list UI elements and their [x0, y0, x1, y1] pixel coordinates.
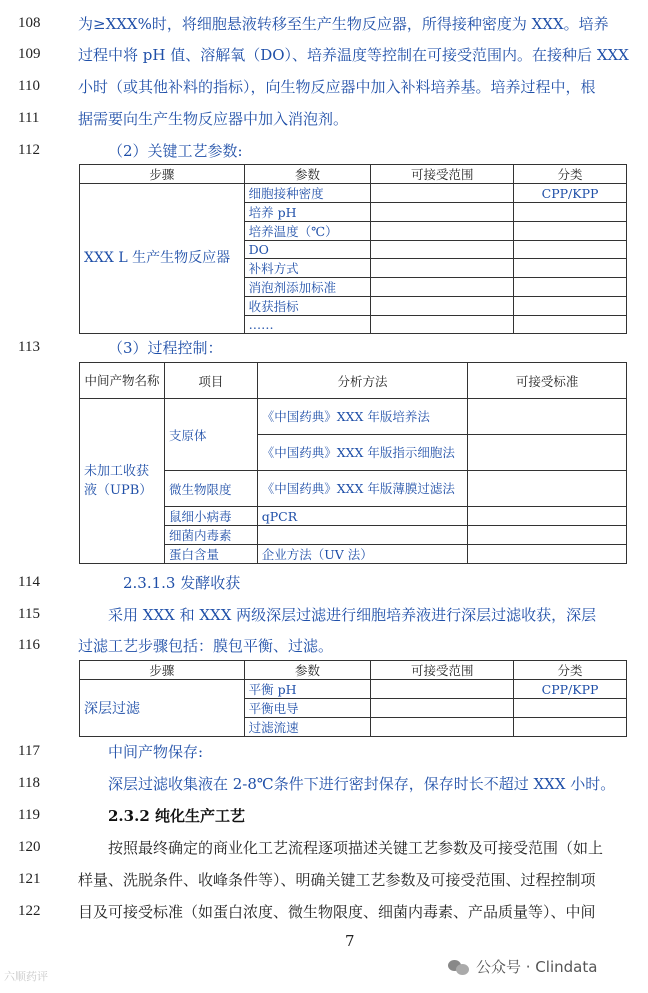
item-cell: 细菌内毒素	[164, 526, 257, 545]
range-cell	[371, 241, 514, 259]
key-process-parameters-table	[79, 164, 627, 334]
line-number: 120	[18, 839, 41, 855]
item-cell: 微生物限度	[164, 471, 257, 507]
method-cell: 企业方法（UV 法）	[257, 545, 468, 564]
param-cell: 消泡剂添加标准	[244, 278, 371, 297]
criteria-cell	[468, 399, 627, 435]
table-header: 中间产物名称	[80, 363, 165, 399]
paragraph-line: 中间产物保存:	[108, 743, 204, 761]
table-header: 分类	[514, 661, 627, 680]
line-number: 114	[18, 574, 40, 590]
section-heading: （2）关键工艺参数:	[108, 142, 243, 160]
criteria-cell	[468, 471, 627, 507]
class-cell	[514, 259, 627, 278]
criteria-cell	[468, 435, 627, 471]
line-number: 122	[18, 903, 41, 919]
param-cell: 细胞接种密度	[244, 184, 371, 203]
range-cell	[371, 278, 514, 297]
watermark-right	[448, 956, 597, 977]
method-cell	[257, 526, 468, 545]
paragraph-line: 按照最终确定的商业化工艺流程逐项描述关键工艺参数及可接受范围（如上	[108, 839, 604, 857]
section-heading: （3）过程控制：	[108, 339, 223, 357]
paragraph-line: 目及可接受标准（如蛋白浓度、微生物限度、细菌内毒素、产品质量等）、中间	[78, 903, 596, 921]
paragraph-line: 采用 XXX 和 XXX 两级深层过滤进行细胞培养液进行深层过滤收获，深层	[108, 606, 597, 624]
paragraph-line: 深层过滤收集液在 2-8℃条件下进行密封保存，保存时长不超过 XXX 小时。	[108, 775, 616, 793]
section-heading: 2.3.2 纯化生产工艺	[108, 807, 245, 825]
table-header: 步骤	[80, 165, 245, 184]
item-cell: 蛋白含量	[164, 545, 257, 564]
class-cell	[514, 699, 627, 718]
table-header: 参数	[244, 661, 371, 680]
depth-filtration-table	[79, 660, 627, 737]
table-header: 可接受范围	[371, 165, 514, 184]
table-header: 可接受标准	[468, 363, 627, 399]
watermark-left: 六顺药评	[4, 970, 48, 983]
table-header: 分类	[514, 165, 627, 184]
param-cell: 培养温度（℃）	[244, 222, 371, 241]
range-cell	[371, 203, 514, 222]
line-number: 108	[18, 15, 41, 31]
range-cell	[371, 699, 514, 718]
range-cell	[371, 718, 514, 737]
table-header: 参数	[244, 165, 371, 184]
class-cell	[514, 718, 627, 737]
criteria-cell	[468, 526, 627, 545]
line-number: 117	[18, 743, 40, 759]
table-header: 分析方法	[257, 363, 468, 399]
method-cell: qPCR	[257, 507, 468, 526]
range-cell	[371, 680, 514, 699]
method-cell: 《中国药典》XXX 年版薄膜过滤法	[257, 471, 468, 507]
range-cell	[371, 222, 514, 241]
line-number: 112	[18, 142, 40, 158]
param-cell: ……	[244, 316, 371, 334]
line-number: 115	[18, 606, 40, 622]
step-cell: XXX L 生产生物反应器	[80, 184, 245, 334]
criteria-cell	[468, 545, 627, 564]
paragraph-line: 为≥XXX%时，将细胞悬液转移至生产生物反应器，所得接种密度为 XXX。培养	[78, 15, 609, 33]
paragraph-line: 过程中将 pH 值、溶解氧（DO）、培养温度等控制在可接受范围内。在接种后 XXX	[78, 46, 629, 64]
watermark-text: 公众号 · Clindata	[476, 958, 598, 976]
range-cell	[371, 316, 514, 334]
paragraph-line: 小时（或其他补料的指标），向生物反应器中加入补料培养基。培养过程中，根	[78, 78, 596, 96]
line-number: 109	[18, 46, 41, 62]
process-control-table	[79, 362, 627, 564]
param-cell: DO	[244, 241, 371, 259]
param-cell: 平衡 pH	[244, 680, 371, 699]
class-cell	[514, 278, 627, 297]
line-number: 116	[18, 637, 40, 653]
table-header: 步骤	[80, 661, 245, 680]
range-cell	[371, 259, 514, 278]
range-cell	[371, 297, 514, 316]
class-cell	[514, 203, 627, 222]
item-cell: 支原体	[164, 399, 257, 471]
class-cell	[514, 316, 627, 334]
line-number: 121	[18, 871, 41, 887]
step-cell: 深层过滤	[80, 680, 245, 737]
table-header: 可接受范围	[371, 661, 514, 680]
class-cell	[514, 297, 627, 316]
param-cell: 培养 pH	[244, 203, 371, 222]
criteria-cell	[468, 507, 627, 526]
line-number: 119	[18, 807, 40, 823]
paragraph-line: 样量、洗脱条件、收峰条件等）、明确关键工艺参数及可接受范围、过程控制项	[78, 871, 596, 889]
line-number: 113	[18, 339, 40, 355]
paragraph-line: 据需要向生产生物反应器中加入消泡剂。	[78, 110, 349, 128]
paragraph-line: 过滤工艺步骤包括：膜包平衡、过滤。	[78, 637, 334, 655]
item-cell: 鼠细小病毒	[164, 507, 257, 526]
table-header: 项目	[164, 363, 257, 399]
range-cell	[371, 184, 514, 203]
class-cell: CPP/KPP	[514, 184, 627, 203]
class-cell	[514, 241, 627, 259]
line-number: 111	[18, 110, 40, 126]
method-cell: 《中国药典》XXX 年版指示细胞法	[257, 435, 468, 471]
class-cell: CPP/KPP	[514, 680, 627, 699]
line-number: 118	[18, 775, 40, 791]
page-number: 7	[345, 932, 355, 950]
param-cell: 补料方式	[244, 259, 371, 278]
class-cell	[514, 222, 627, 241]
param-cell: 过滤流速	[244, 718, 371, 737]
method-cell: 《中国药典》XXX 年版培养法	[257, 399, 468, 435]
section-heading: 2.3.1.3 发酵收获	[123, 574, 241, 592]
param-cell: 收获指标	[244, 297, 371, 316]
line-number: 110	[18, 78, 40, 94]
wechat-icon	[448, 958, 470, 976]
param-cell: 平衡电导	[244, 699, 371, 718]
product-cell: 未加工收获液（UPB）	[80, 399, 165, 564]
